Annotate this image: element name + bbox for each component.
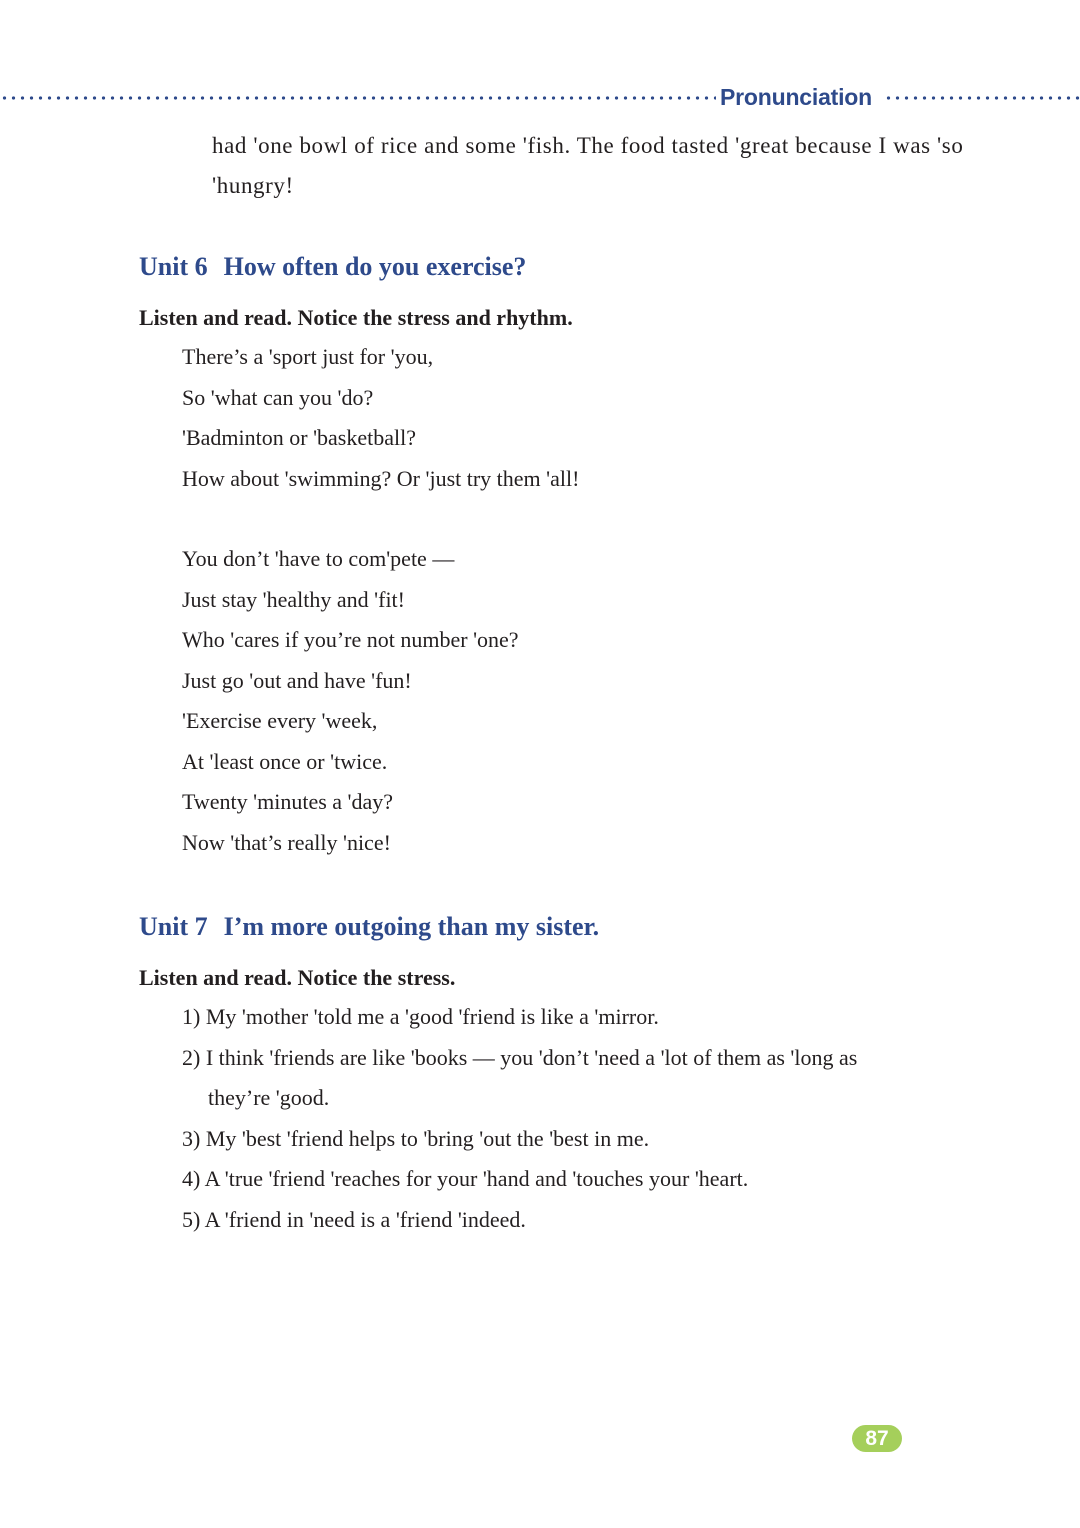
unit6-heading [139, 250, 526, 284]
unit7-instruction: Listen and read. Notice the stress. [139, 965, 456, 990]
verse-line: 'Exercise every 'week, [182, 708, 378, 733]
verse-line: So 'what can you 'do? [182, 384, 374, 410]
unit6-stanza-2 [182, 539, 519, 863]
unit6-number: Unit 6 [139, 252, 208, 281]
verse-line: 'Badminton or 'basketball? [182, 425, 416, 450]
section-label: Pronunciation [720, 84, 873, 110]
list-item: 2) I think 'friends are like 'books — you 'don’t 'need a 'lot of them as 'long as [182, 1044, 858, 1070]
dotted-rule-left [0, 96, 716, 100]
unit6-title: How often do you exercise? [223, 252, 527, 281]
unit7-numbered-list [182, 997, 942, 1240]
verse-line: There’s a 'sport just for 'you, [182, 344, 434, 369]
verse-line: Just go 'out and have 'fun! [182, 667, 412, 693]
list-item-continuation: they’re 'good. [208, 1085, 330, 1110]
verse-line: Twenty 'minutes a 'day? [182, 789, 394, 814]
carryover-paragraph [212, 126, 982, 206]
carryover-line: 'hungry! [212, 173, 294, 198]
unit7-heading [139, 910, 599, 944]
unit6-instruction: Listen and read. Notice the stress and rhythm. [139, 305, 573, 330]
carryover-line: had 'one bowl of rice and some 'fish. The food tasted 'great because I was 'so [212, 133, 964, 158]
dotted-rule-right [884, 96, 1080, 100]
verse-line: You don’t 'have to com'pete — [182, 546, 455, 571]
page-number-badge: 87 [852, 1425, 902, 1452]
verse-line: Who 'cares if you’re not number 'one? [182, 627, 519, 652]
unit7-number: Unit 7 [139, 912, 208, 941]
unit7-title: I’m more outgoing than my sister. [223, 912, 600, 941]
list-item: 4) A 'true 'friend 'reaches for your 'hand and 'touches your 'heart. [182, 1166, 749, 1191]
verse-line: At 'least once or 'twice. [182, 748, 388, 774]
list-item: 1) My 'mother 'told me a 'good 'friend is like a 'mirror. [182, 1004, 659, 1029]
unit6-stanza-1 [182, 337, 579, 499]
running-header [0, 82, 1080, 112]
list-item: 3) My 'best 'friend helps to 'bring 'out the 'best in me. [182, 1125, 650, 1151]
verse-line: Now 'that’s really 'nice! [182, 829, 391, 855]
verse-line: Just stay 'healthy and 'fit! [182, 586, 405, 612]
verse-line: How about 'swimming? Or 'just try them 'all! [182, 465, 580, 491]
list-item: 5) A 'friend in 'need is a 'friend 'indeed. [182, 1206, 526, 1232]
